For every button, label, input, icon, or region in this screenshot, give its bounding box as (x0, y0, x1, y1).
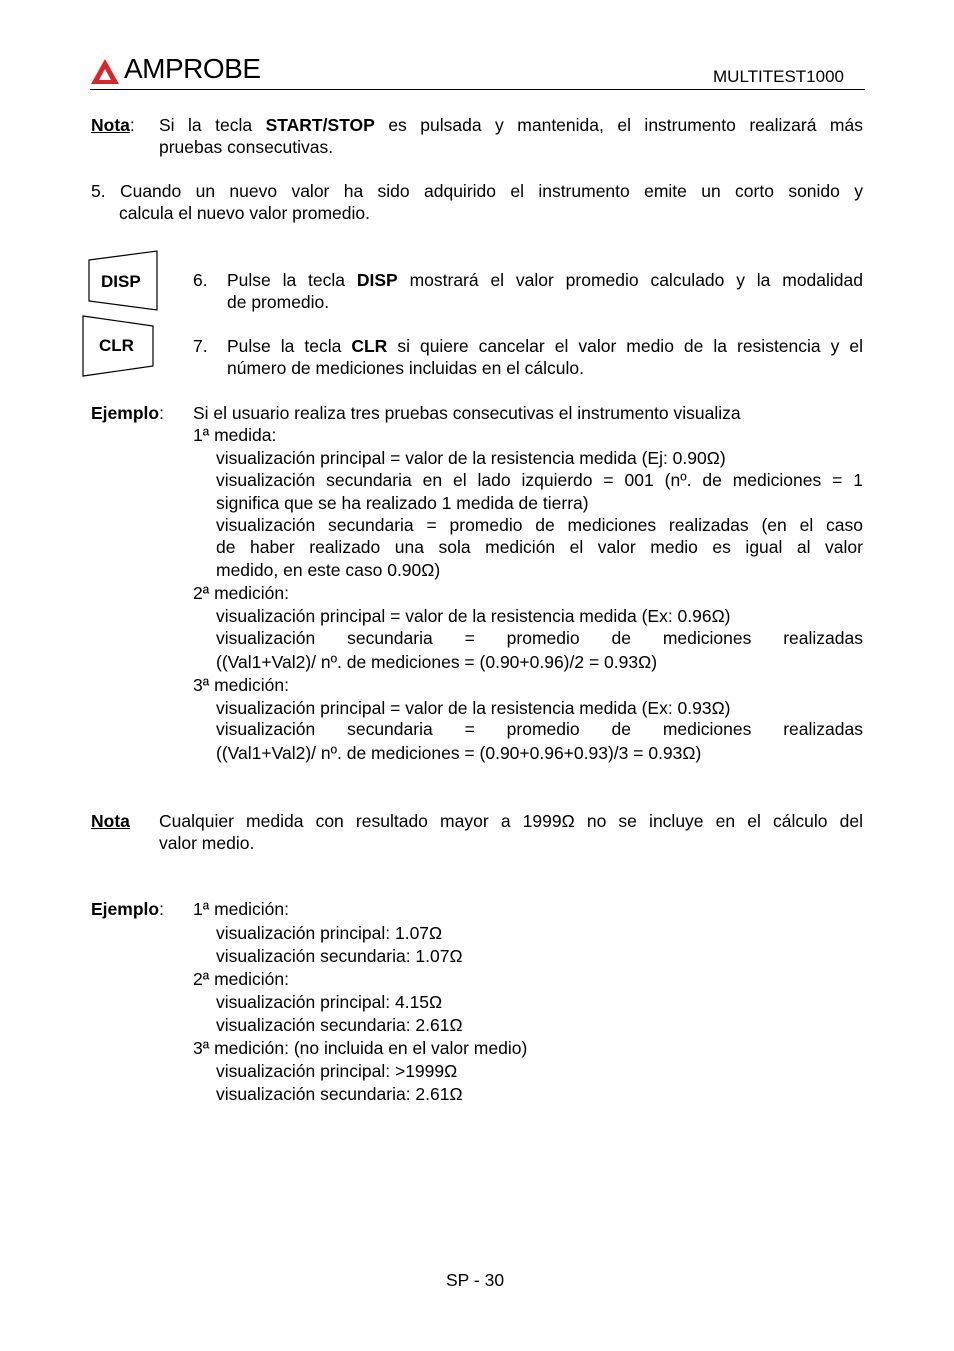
example2-m1-line2: visualización secundaria: 1.07Ω (216, 946, 463, 966)
example1-m2-heading: 2ª medición: (193, 583, 289, 603)
page-number: SP - 30 (446, 1270, 505, 1290)
note2-label: Nota (91, 811, 130, 831)
note2-line2: valor medio. (159, 833, 255, 853)
step7-line2: número de mediciones incluidas en el cálculo. (227, 358, 585, 378)
example1-m1-line3: significa que se ha realizado 1 medida de tierra) (216, 493, 589, 513)
example2-m1-line1: visualización principal: 1.07Ω (216, 923, 443, 943)
step6-line1: Pulse la tecla DISP mostrará el valor promedio calculado y la modalidad (227, 270, 863, 290)
example2-m2-line2: visualización secundaria: 2.61Ω (216, 1015, 463, 1035)
step7-number: 7. (193, 336, 208, 356)
step6-number: 6. (193, 270, 208, 290)
example1-m2-line1: visualización principal = valor de la resistencia medida (Ex: 0.96Ω) (216, 606, 731, 626)
example1-m2-line3: ((Val1+Val2)/ nº. de mediciones = (0.90+0.96)/2 = 0.93Ω) (216, 652, 658, 672)
note1-line2: pruebas consecutivas. (159, 137, 334, 157)
note1-line1: Si la tecla START/STOP es pulsada y mantenida, el instrumento realizará más (159, 115, 863, 135)
example2-m1-heading: 1ª medición: (193, 899, 289, 919)
disp-key-label: DISP (101, 272, 141, 291)
example1-intro: Si el usuario realiza tres pruebas consecutivas el instrumento visualiza (193, 403, 741, 423)
example2-m2-heading: 2ª medición: (193, 969, 289, 989)
step5-line2: calcula el nuevo valor promedio. (119, 203, 370, 223)
example1-m1-line6: medido, en este caso 0.90Ω) (216, 560, 441, 580)
example1-m2-line2: visualización secundaria = promedio de mediciones realizadas (216, 628, 863, 648)
example1-label: Ejemplo: (91, 403, 164, 423)
example2-m2-line1: visualización principal: 4.15Ω (216, 992, 443, 1012)
example1-m1-line4: visualización secundaria = promedio de mediciones realizadas (en el caso (216, 515, 863, 535)
step7-line1: Pulse la tecla CLR si quiere cancelar el valor medio de la resistencia y el (227, 336, 863, 356)
step5-line1: 5. Cuando un nuevo valor ha sido adquirido el instrumento emite un corto sonido y (91, 181, 863, 201)
note1-label: Nota: (91, 115, 135, 135)
example1-m3-line1: visualización principal = valor de la resistencia medida (Ex: 0.93Ω) (216, 698, 731, 718)
example1-m1-line2: visualización secundaria en el lado izquierdo = 001 (nº. de mediciones = 1 (216, 470, 863, 490)
example1-m1-line5: de haber realizado una sola medición el valor medio es igual al valor (216, 537, 863, 557)
example2-m3-heading: 3ª medición: (no incluida en el valor medio) (193, 1038, 528, 1058)
example2-label: Ejemplo: (91, 899, 164, 919)
example1-m1-line1: visualización principal = valor de la resistencia medida (Ej: 0.90Ω) (216, 448, 726, 468)
example1-m1-heading: 1ª medida: (193, 425, 277, 445)
brand-name: AMPROBE (124, 53, 261, 84)
header-rule (90, 89, 865, 90)
example2-m3-line2: visualización secundaria: 2.61Ω (216, 1084, 463, 1104)
example2-m3-line1: visualización principal: >1999Ω (216, 1061, 458, 1081)
model-name: MULTITEST1000 (713, 67, 845, 86)
step6-line2: de promedio. (227, 292, 330, 312)
note2-line1: Cualquier medida con resultado mayor a 1999Ω no se incluye en el cálculo del (159, 811, 863, 831)
example1-m3-line2: visualización secundaria = promedio de mediciones realizadas (216, 719, 863, 739)
example1-m3-line3: ((Val1+Val2)/ nº. de mediciones = (0.90+0.96+0.93)/3 = 0.93Ω) (216, 743, 702, 763)
example1-m3-heading: 3ª medición: (193, 675, 289, 695)
warning-triangle-icon (90, 58, 120, 86)
clr-key-label: CLR (99, 336, 134, 355)
